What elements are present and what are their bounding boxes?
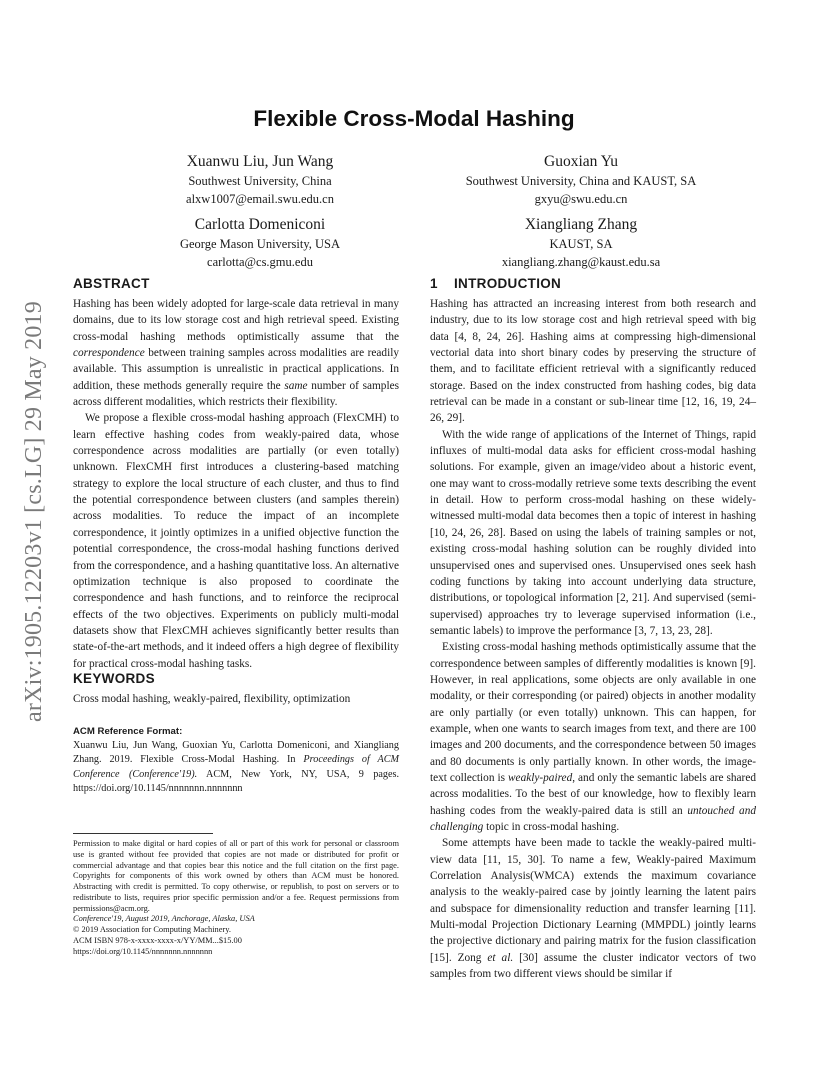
author-email: gxyu@swu.edu.cn — [534, 192, 628, 206]
abstract-body — [73, 296, 399, 672]
author-affiliation: Southwest University, China — [188, 174, 332, 188]
abstract-paragraph: Hashing has been widely adopted for large-scale data retrieval in many domains, due to its low storage cost and high retrieval speed. Existing cross-modal hashing methods optimistically assume that the correspondence between training samples across modalities are readily available. This assumption is unrealistic in practical applications. In addition, these methods generally require the same number of samples across different modalities, which restricts their flexibility. — [73, 298, 399, 409]
permission-notice: Permission to make digital or hard copies of all or part of this work for personal or classroom use is granted without fee provided that copies are not made or distributed for profit or commercial advantage and that copies bear this notice and the full citation on the first page. Copyrights for components of this work owned by others than ACM must be honored. Abstracting with credit is permitted. To copy otherwise, or republish, to post on servers or to redistribute to lists, requires prior specific permission and/or a fee. Request permissions from permissions@acm.org. — [73, 839, 399, 913]
isbn-line: ACM ISBN 978-x-xxxx-xxxx-x/YY/MM...$15.00 — [73, 935, 242, 945]
keywords-text: Cross modal hashing, weakly-paired, flexibility, optimization — [73, 693, 351, 705]
doi-line: https://doi.org/10.1145/nnnnnnn.nnnnnnn — [73, 946, 213, 956]
paper-title: Flexible Cross-Modal Hashing — [253, 106, 575, 131]
author-email: carlotta@cs.gmu.edu — [207, 255, 313, 269]
author-name: Xuanwu Liu, Jun Wang — [186, 153, 334, 170]
author-block-2 — [430, 152, 732, 208]
section-title: INTRODUCTION — [454, 276, 562, 291]
copyright-footnote — [73, 839, 399, 957]
author-name: Guoxian Yu — [544, 153, 618, 170]
author-affiliation: KAUST, SA — [549, 237, 613, 251]
acm-reference-heading: ACM Reference Format: — [73, 726, 183, 737]
author-block-4 — [430, 215, 732, 271]
author-email: alxw1007@email.swu.edu.cn — [186, 192, 334, 206]
keywords-heading: KEYWORDS — [73, 671, 155, 686]
author-name: Xiangliang Zhang — [524, 216, 638, 233]
footnote-divider — [73, 833, 213, 834]
arxiv-stamp-text: arXiv:1905.12203v1 [cs.LG] 29 May 2019 — [20, 300, 47, 722]
author-block-3 — [140, 215, 380, 271]
introduction-body — [430, 296, 756, 982]
abstract-heading: ABSTRACT — [73, 276, 150, 291]
abstract-paragraph: We propose a flexible cross-modal hashing approach (FlexCMH) to learn effective hashing codes from weakly-paired data, whose correspondence across modalities are partially (or even totally) unknown. FlexCMH first introduces a clustering-based matching strategy to explore the local structure of each cluster, and thus to find the potential correspondence between clusters (and samples therein) across modalities. To reduce the impact of an incomplete correspondence, it jointly optimizes in a unified objective function the potential correspondence, the cross-modal hashing functions derived from the correspondence, and a hashing quantitative loss. An alternative optimization technique is also proposed to coordinate the correspondence and hash functions, and to reinforce the reciprocal effects of the two objectives. Experiments on publicly multi-modal datasets show that FlexCMH achieves significantly better results than state-of-the-art methods, and it indeed offers a high degree of flexibility for practical cross-modal hashing tasks. — [73, 412, 399, 670]
acm-reference-text: Xuanwu Liu, Jun Wang, Guoxian Yu, Carlotta Domeniconi, and Xiangliang Zhang. 2019. Flexible Cross-Modal Hashing. In Proceedings of ACM Conference (Conference'19). ACM, New York, NY, USA, 9 pages. https://doi.org/10.1145/nnnnnnn.nnnnnnn — [73, 740, 400, 795]
intro-paragraph: Hashing has attracted an increasing interest from both research and industry, due to its low storage cost and high retrieval speed with big data [4, 8, 24, 26]. Hashing aims at compressing high-dimensional vectorial data into short binary codes by preserving the structure of them, and to facilitate efficient retrieval with a significantly reduced storage. Based on the index constructed from hashing codes, big data retrieval can be made in a constant or sub-linear time [12, 16, 19, 24–26, 29]. — [430, 298, 756, 425]
author-affiliation: Southwest University, China and KAUST, SA — [465, 174, 697, 188]
author-block-1 — [140, 152, 380, 208]
author-affiliation: George Mason University, USA — [179, 237, 341, 251]
section-number: 1 — [430, 276, 438, 291]
intro-paragraph: With the wide range of applications of the Internet of Things, rapid influxes of multi-modal data asks for efficient cross-modal hashing solutions. For example, given an image/video about a historic event, one may want to cross-modally retrieve some texts describing the event in detail. How to perform cross-modal hashing on these widely-witnessed multi-modal data becomes then a topic of interest in hashing [10, 24, 26, 28]. Based on using the labels of training samples or not, existing cross-modal hashing solution can be roughly divided into unsupervised ones and supervised ones. Unsupervised ones seek hash coding functions by taking into account underlying data structure, distributions, or topological information [2, 21]. And supervised (semi-supervised) approaches try to leverage supervised information (i.e., semantic labels) to improve the performance [3, 7, 13, 23, 28]. — [430, 428, 756, 637]
author-name: Carlotta Domeniconi — [194, 216, 326, 233]
arxiv-stamp — [12, 276, 56, 746]
copyright-line: © 2019 Association for Computing Machinery. — [73, 925, 231, 934]
author-email: xiangliang.zhang@kaust.edu.sa — [501, 255, 661, 269]
intro-paragraph: Existing cross-modal hashing methods optimistically assume that the correspondence between samples of differently modalities is known [9]. However, in real applications, some objects are only available in one modality, or their corresponding (or paired) objects in another modality are only partially (or even totally) unknown. This can happen, for example, when one wants to search images from text, and there are 100 images and 200 documents, and the correspondence between 50 images and 80 documents is only partially known. In other words, the image-text collection is weakly-paired, and only the semantic labels are shared across modalities. To the best of our knowledge, how to flexibly learn hashing codes from the weakly-paired data is still an untouched and challenging topic in cross-modal hashing. — [430, 641, 756, 833]
intro-paragraph: Some attempts have been made to tackle the weakly-paired multi-view data [11, 15, 30]. To name a few, Weakly-paired Maximum Correlation Analysis(WMCA) extends the maximum covariance analysis to the weakly-paired case by jointly learning the latent pairs and subspace for dimensionality reduction and transfer learning [11]. Multi-modal Projection Dictionary Learning (MMPDL) jointly learns the projective dictionary and pairing matrix for the fusion classification [15]. Zong et al. [30] assume the cluster indicator vectors of two samples from two different views should be similar if — [430, 837, 756, 981]
conference-line: Conference'19, August 2019, Anchorage, Alaska, USA — [73, 914, 255, 924]
introduction-heading — [430, 276, 561, 291]
